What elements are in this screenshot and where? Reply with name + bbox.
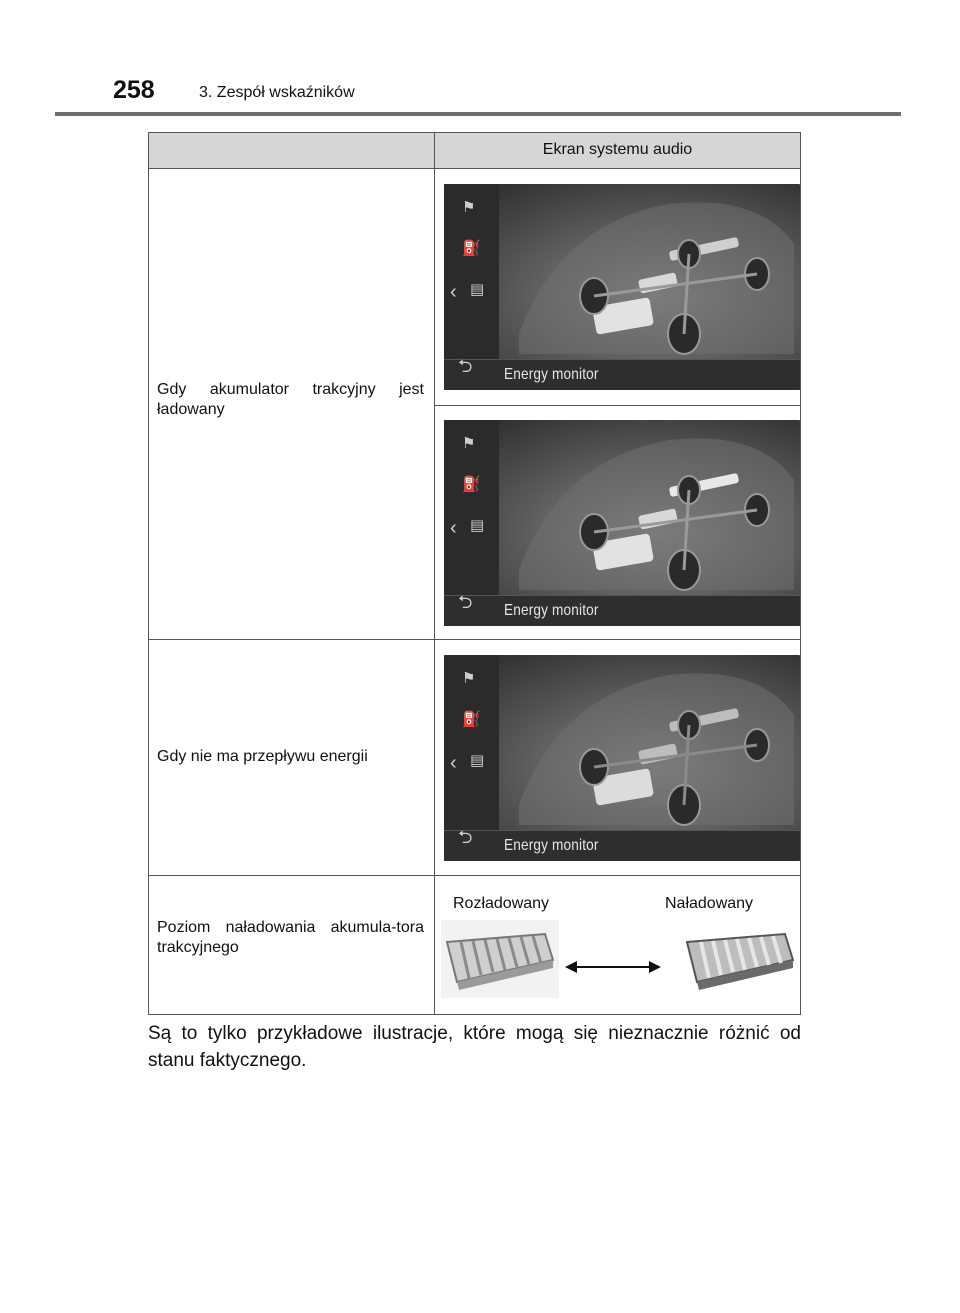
energy-monitor-table	[148, 132, 801, 1015]
level-icon: ▤	[470, 752, 485, 769]
table-row-no-flow	[149, 640, 800, 876]
row-label-cell	[149, 876, 435, 1014]
fuel-pump-icon: ⛽	[462, 476, 481, 493]
column-header-label: Ekran systemu audio	[542, 141, 693, 158]
chevron-left-icon: ‹	[450, 752, 457, 774]
car-illustration	[499, 420, 800, 596]
row-image-cell	[435, 640, 800, 875]
table-row-charge-level	[149, 876, 800, 1014]
screen-title: Energy monitor	[504, 366, 599, 383]
row-split-line	[435, 405, 800, 406]
chevron-left-icon: ‹	[450, 517, 457, 539]
discharged-label: Rozładowany	[453, 895, 550, 912]
screen-bottom-bar	[444, 595, 800, 626]
back-arrow-icon: ⮌	[458, 827, 473, 847]
row-label-charging: Gdy akumulator trakcyjny jest ładowany	[157, 381, 424, 418]
screen-bottom-bar	[444, 359, 800, 390]
table-header-cell	[435, 133, 800, 168]
footnote: Są to tylko przykładowe ilustracje, które mogą się nieznacznie różnić od stanu faktycznego.	[148, 1023, 801, 1071]
chevron-left-icon: ‹	[450, 281, 457, 303]
screen-title: Energy monitor	[504, 837, 599, 854]
row-image-cell	[435, 169, 800, 639]
screen-bottom-bar	[444, 830, 800, 861]
charged-label: Naładowany	[665, 895, 754, 912]
energy-monitor-screen	[444, 184, 800, 390]
header-rule	[55, 112, 901, 116]
double-arrow-icon	[565, 959, 661, 975]
section-title: 3. Zespół wskaźników	[199, 84, 355, 101]
battery-charged-icon	[681, 920, 799, 998]
row-label-charge-level: Poziom naładowania akumula-tora trakcyjnego	[157, 919, 424, 956]
back-arrow-icon: ⮌	[458, 592, 473, 612]
energy-monitor-screen	[444, 420, 800, 626]
fuel-pump-icon: ⛽	[462, 711, 481, 728]
car-illustration	[499, 184, 800, 360]
fuel-pump-icon: ⛽	[462, 240, 481, 257]
flag-icon: ⚑	[462, 199, 476, 216]
flag-icon: ⚑	[462, 670, 476, 687]
energy-monitor-screen	[444, 655, 800, 861]
level-icon: ▤	[470, 517, 485, 534]
back-arrow-icon: ⮌	[458, 356, 473, 376]
screen-title: Energy monitor	[504, 602, 599, 619]
table-row-charging	[149, 169, 800, 640]
table-header-row	[149, 133, 800, 169]
row-label-no-flow: Gdy nie ma przepływu energii	[157, 748, 368, 765]
flag-icon: ⚑	[462, 435, 476, 452]
battery-discharged-icon	[441, 920, 559, 998]
row-image-cell	[435, 876, 800, 1014]
row-label-cell	[149, 640, 435, 875]
row-label-cell	[149, 169, 435, 639]
table-header-empty-cell	[149, 133, 435, 168]
level-icon: ▤	[470, 281, 485, 298]
car-illustration	[499, 655, 800, 831]
page-number: 258	[113, 76, 155, 104]
